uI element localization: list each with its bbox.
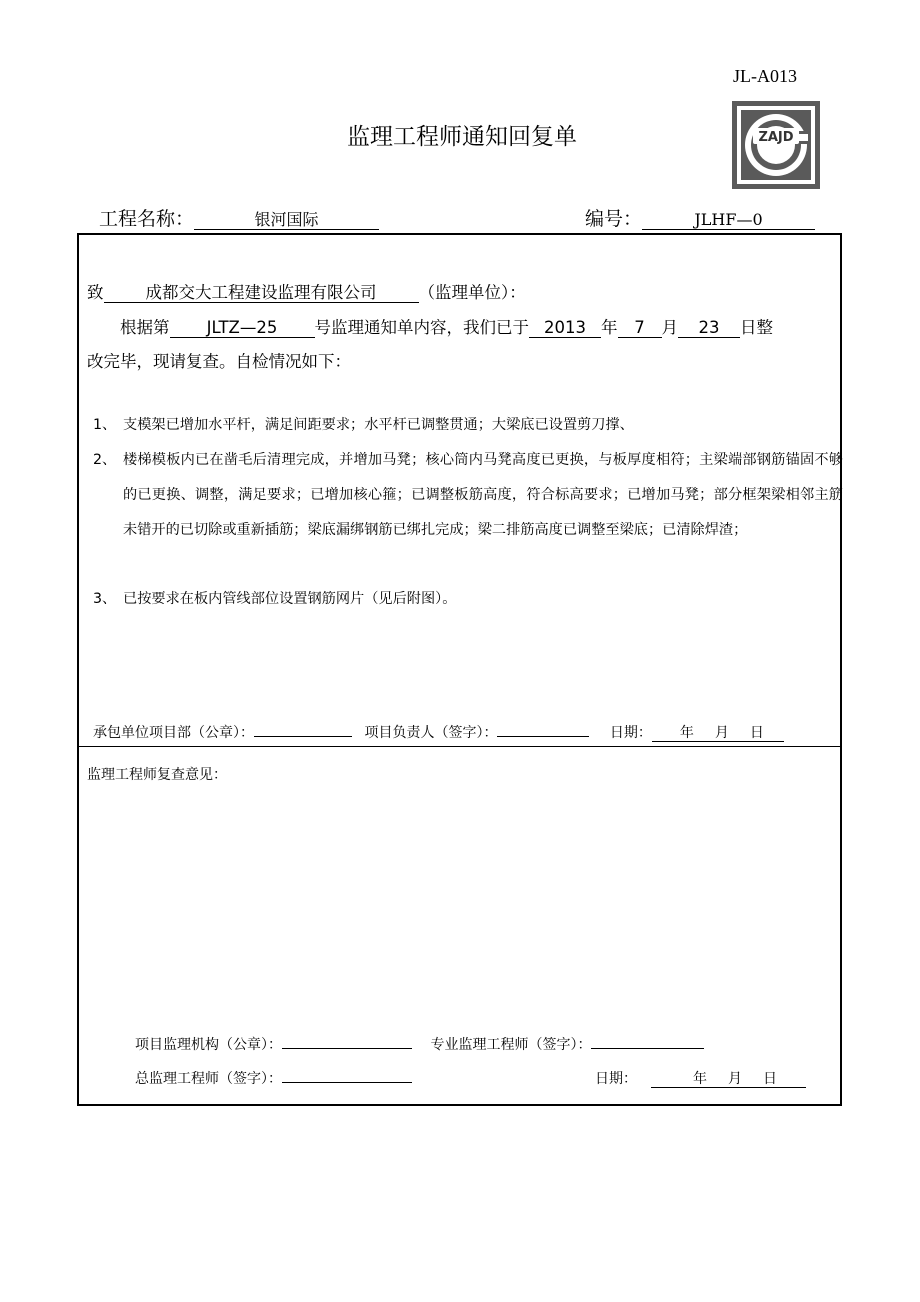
item-number: 2、	[93, 452, 117, 468]
day-word: 日	[763, 1071, 777, 1087]
notice-number: JLTZ—25	[170, 319, 315, 338]
review-date-field[interactable]	[651, 1072, 806, 1088]
pm-sign-label: 项目负责人（签字）：	[364, 725, 498, 741]
basis-line-2: 改完毕，现请复查。自检情况如下：	[87, 352, 351, 371]
project-name-row	[99, 204, 379, 231]
org-seal-label: 项目监理机构（公章）：	[135, 1037, 282, 1053]
contractor-seal-label: 承包单位项目部（公章）：	[93, 725, 254, 741]
basis-line	[120, 314, 773, 338]
addressee-suffix: （监理单位）：	[418, 283, 526, 302]
item-text: 支模架已增加水平杆，满足间距要求；水平杆已调整贯通；大梁底已设置剪刀撑、	[123, 417, 634, 433]
zajd-g-logo-icon	[732, 101, 820, 189]
pm-sign-field[interactable]	[497, 736, 589, 737]
item-number: 3、	[93, 591, 117, 607]
section-divider	[77, 746, 842, 747]
review-signature-row-2	[135, 1068, 412, 1088]
month-word: 月	[728, 1071, 742, 1087]
item-text: 楼梯模板内已在凿毛后清理完成，并增加马凳；核心筒内马凳高度已更换，与板厚度相符；主梁端部钢筋锚固不够的已更换、调整，满足要求；已增加核心箍；已调整板筋高度，符合标高要求；已增加马凳；部分框架梁相邻主筋未错开的已切除或重新插筋；梁底漏绑钢筋已绑扎完成；梁二排筋高度已调整至梁底；已清除焊渣；	[123, 452, 843, 538]
item-text: 已按要求在板内管线部位设置钢筋网片（见后附图）。	[123, 591, 457, 607]
review-date-label: 日期：	[595, 1071, 637, 1087]
chief-sign-field[interactable]	[282, 1082, 412, 1083]
addressee-line	[87, 279, 526, 303]
item-number: 1、	[93, 417, 117, 433]
document-number-row	[585, 204, 815, 231]
contractor-date-field[interactable]	[652, 726, 784, 742]
basis-mid: 号监理通知单内容，我们已于	[314, 318, 529, 337]
addressee-prefix: 致	[87, 283, 104, 302]
completion-day: 23	[678, 319, 740, 338]
year-word: 年	[679, 725, 694, 741]
addressee-unit: 成都交大工程建设监理有限公司	[104, 284, 419, 303]
year-word: 年	[693, 1071, 707, 1087]
org-seal-field[interactable]	[282, 1048, 412, 1049]
page-title: 监理工程师通知回复单	[347, 124, 577, 150]
completion-month: 7	[618, 319, 662, 338]
project-name-value: 银河国际	[194, 211, 379, 230]
contractor-date-label: 日期：	[609, 725, 652, 741]
month-word: 月	[714, 725, 729, 741]
month-label: 月	[661, 318, 678, 337]
chief-sign-label: 总监理工程师（签字）：	[135, 1071, 282, 1087]
logo-text: ZAJD	[758, 130, 794, 145]
review-opinion-label: 监理工程师复查意见：	[87, 767, 227, 783]
document-number-label: 编号：	[585, 208, 643, 230]
review-date-row	[595, 1068, 806, 1088]
day-word: 日	[749, 725, 764, 741]
specialist-sign-field[interactable]	[591, 1048, 704, 1049]
project-name-label: 工程名称：	[99, 208, 195, 230]
contractor-seal-field[interactable]	[254, 736, 352, 737]
contractor-signature-row	[93, 722, 784, 742]
basis-prefix: 根据第	[120, 318, 170, 337]
form-code: JL-A013	[733, 66, 797, 86]
specialist-sign-label: 专业监理工程师（签字）：	[430, 1037, 592, 1053]
review-signature-row-1	[135, 1034, 704, 1054]
zajd-logo	[732, 101, 820, 189]
day-label: 日整	[740, 318, 773, 337]
document-number-value: JLHF—0	[642, 211, 815, 230]
year-label: 年	[601, 318, 618, 337]
completion-year: 2013	[529, 319, 601, 338]
